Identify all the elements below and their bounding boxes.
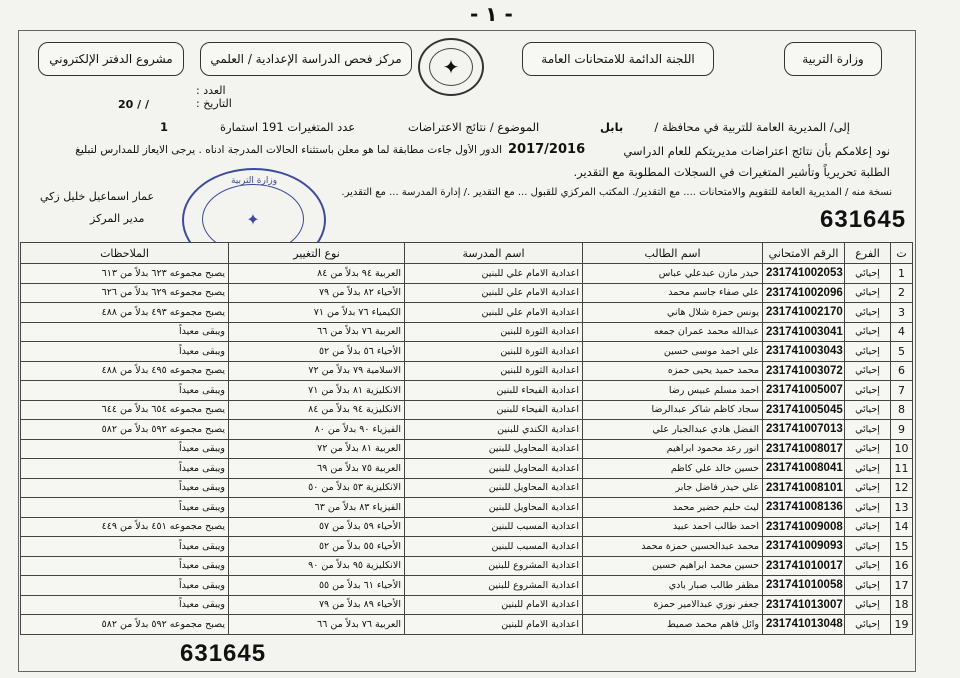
row-exam-number: 231741005007 bbox=[763, 381, 845, 401]
row-student-name: عبدالله محمد عمران جمعه bbox=[583, 322, 763, 342]
header-notes: الملاحظات bbox=[21, 243, 229, 264]
row-change-type: الفيزياء ٩٠ بدلاً من ٨٠ bbox=[229, 420, 405, 440]
row-branch: إحيائي bbox=[845, 420, 891, 440]
table-row bbox=[21, 420, 913, 440]
table-row bbox=[21, 595, 913, 615]
table-row bbox=[21, 459, 913, 479]
row-school-name: اعدادية المشروع للبنين bbox=[405, 576, 583, 596]
row-notes: ويبقى معيداً bbox=[21, 498, 229, 518]
header-student-name: اسم الطالب bbox=[583, 243, 763, 264]
row-change-type: الأحياء ٨٢ بدلاً من ٧٩ bbox=[229, 283, 405, 303]
row-school-name: اعدادية المسيب للبنين bbox=[405, 537, 583, 557]
row-notes: يصبح مجموعه ٦٢٩ بدلاً من ٦٢٦ bbox=[21, 283, 229, 303]
row-school-name: اعدادية المحاويل للبنين bbox=[405, 498, 583, 518]
row-notes: ويبقى معيداً bbox=[21, 342, 229, 362]
row-branch: إحيائي bbox=[845, 381, 891, 401]
header-school-name: اسم المدرسة bbox=[405, 243, 583, 264]
changes-count: عدد المتغيرات 191 استمارة bbox=[220, 120, 356, 134]
table-row bbox=[21, 478, 913, 498]
row-seq: 7 bbox=[891, 381, 913, 401]
table-row bbox=[21, 361, 913, 381]
row-notes: يصبح مجموعه ٤٩٥ بدلاً من ٤٨٨ bbox=[21, 361, 229, 381]
academic-year: 2017/2016 bbox=[508, 142, 586, 157]
row-seq: 6 bbox=[891, 361, 913, 381]
row-student-name: انور رعد محمود ابراهيم bbox=[583, 439, 763, 459]
row-seq: 17 bbox=[891, 576, 913, 596]
row-exam-number: 231741010058 bbox=[763, 576, 845, 596]
row-notes: يصبح مجموعه ٦٥٤ بدلاً من ٦٤٤ bbox=[21, 400, 229, 420]
row-seq: 1 bbox=[891, 264, 913, 284]
row-exam-number: 231741005045 bbox=[763, 400, 845, 420]
row-branch: إحيائي bbox=[845, 400, 891, 420]
row-notes: ويبقى معيداً bbox=[21, 478, 229, 498]
subject: الموضوع / نتائج الاعتراضات bbox=[408, 120, 540, 134]
row-notes: ويبقى معيداً bbox=[21, 459, 229, 479]
row-exam-number: 231741002170 bbox=[763, 303, 845, 323]
row-student-name: حسين خالد علي كاظم bbox=[583, 459, 763, 479]
row-branch: إحيائي bbox=[845, 576, 891, 596]
row-school-name: اعدادية الثورة للبنين bbox=[405, 342, 583, 362]
row-student-name: علي صفاء جاسم محمد bbox=[583, 283, 763, 303]
row-change-type: العربية ٧٥ بدلاً من ٦٩ bbox=[229, 459, 405, 479]
date-label: التاريخ : bbox=[196, 97, 232, 110]
row-change-type: الأحياء ٥٦ بدلاً من ٥٢ bbox=[229, 342, 405, 362]
table-row bbox=[21, 381, 913, 401]
header-change-type: نوع التغيير bbox=[229, 243, 405, 264]
row-exam-number: 231741009093 bbox=[763, 537, 845, 557]
row-notes: ويبقى معيداً bbox=[21, 537, 229, 557]
row-student-name: حيدر مازن عبدعلي عباس bbox=[583, 264, 763, 284]
row-school-name: اعدادية الكندي للبنين bbox=[405, 420, 583, 440]
row-change-type: العربية ٧٦ بدلاً من ٦٦ bbox=[229, 615, 405, 635]
row-branch: إحيائي bbox=[845, 615, 891, 635]
row-change-type: الانكليزية ٨١ بدلاً من ٧١ bbox=[229, 381, 405, 401]
row-seq: 2 bbox=[891, 283, 913, 303]
row-branch: إحيائي bbox=[845, 498, 891, 518]
stamp-emblem-icon: ✦ bbox=[202, 184, 304, 254]
row-notes: ويبقى معيداً bbox=[21, 322, 229, 342]
table-row bbox=[21, 303, 913, 323]
row-school-name: اعدادية المسيب للبنين bbox=[405, 517, 583, 537]
row-seq: 15 bbox=[891, 537, 913, 557]
row-notes: يصبح مجموعه ٤٥١ بدلاً من ٤٤٩ bbox=[21, 517, 229, 537]
row-exam-number: 231741002053 bbox=[763, 264, 845, 284]
header-seq: ت bbox=[891, 243, 913, 264]
row-notes: ويبقى معيداً bbox=[21, 439, 229, 459]
row-school-name: اعدادية الامام للبنين bbox=[405, 595, 583, 615]
row-branch: إحيائي bbox=[845, 478, 891, 498]
row-branch: إحيائي bbox=[845, 517, 891, 537]
row-seq: 10 bbox=[891, 439, 913, 459]
row-seq: 12 bbox=[891, 478, 913, 498]
watermark-code-bottom: 631645 bbox=[180, 640, 267, 667]
row-exam-number: 231741008017 bbox=[763, 439, 845, 459]
row-seq: 5 bbox=[891, 342, 913, 362]
row-branch: إحيائي bbox=[845, 264, 891, 284]
row-student-name: محمد عبدالحسين حمزة محمد bbox=[583, 537, 763, 557]
row-notes: يصبح مجموعه ٤٩٣ بدلاً من ٤٨٨ bbox=[21, 303, 229, 323]
row-exam-number: 231741013048 bbox=[763, 615, 845, 635]
table-row bbox=[21, 322, 913, 342]
row-seq: 3 bbox=[891, 303, 913, 323]
table-row bbox=[21, 498, 913, 518]
row-seq: 4 bbox=[891, 322, 913, 342]
row-seq: 19 bbox=[891, 615, 913, 635]
row-seq: 16 bbox=[891, 556, 913, 576]
row-school-name: اعدادية المحاويل للبنين bbox=[405, 478, 583, 498]
table-row bbox=[21, 439, 913, 459]
stamp-caption: وزارة التربية bbox=[230, 176, 278, 186]
row-school-name: اعدادية الفيحاء للبنين bbox=[405, 381, 583, 401]
table-row bbox=[21, 342, 913, 362]
palm-emblem-icon: ✦ bbox=[429, 48, 473, 86]
row-school-name: اعدادية الثورة للبنين bbox=[405, 322, 583, 342]
row-notes: ويبقى معيداً bbox=[21, 556, 229, 576]
row-notes: يصبح مجموعه ٦٢٣ بدلاً من ٦١٣ bbox=[21, 264, 229, 284]
body-line-1a: نود إعلامكم بأن نتائج اعتراضات مديريتكم للعام الدراسي bbox=[623, 144, 890, 158]
row-seq: 8 bbox=[891, 400, 913, 420]
row-school-name: اعدادية الفيحاء للبنين bbox=[405, 400, 583, 420]
row-branch: إحيائي bbox=[845, 361, 891, 381]
address-to: إلى/ المديرية العامة للتربية في محافظة / bbox=[654, 120, 850, 134]
row-change-type: الاسلامية ٧٩ بدلاً من ٧٢ bbox=[229, 361, 405, 381]
row-exam-number: 231741002096 bbox=[763, 283, 845, 303]
row-change-type: الفيزياء ٨٣ بدلاً من ٦٣ bbox=[229, 498, 405, 518]
table-row bbox=[21, 517, 913, 537]
row-branch: إحيائي bbox=[845, 439, 891, 459]
table-row bbox=[21, 615, 913, 635]
row-change-type: الأحياء ٨٩ بدلاً من ٧٩ bbox=[229, 595, 405, 615]
row-student-name: جعفر نوري عبدالامير حمزة bbox=[583, 595, 763, 615]
row-branch: إحيائي bbox=[845, 342, 891, 362]
table-header-row bbox=[21, 243, 913, 264]
row-change-type: الكيمياء ٧٦ بدلاً من ٧١ bbox=[229, 303, 405, 323]
row-branch: إحيائي bbox=[845, 556, 891, 576]
row-change-type: الأحياء ٦١ بدلاً من ٥٥ bbox=[229, 576, 405, 596]
row-exam-number: 231741010017 bbox=[763, 556, 845, 576]
row-notes: ويبقى معيداً bbox=[21, 576, 229, 596]
province: بابل bbox=[600, 120, 624, 134]
row-change-type: العربية ٨١ بدلاً من ٧٢ bbox=[229, 439, 405, 459]
body-line-1b: الدور الأول جاءت مطابقة لما هو معلن باستثناء الحالات المدرجة ادناه . يرجى الايعاز للمدارس لتبليغ bbox=[75, 144, 502, 156]
row-school-name: اعدادية الثورة للبنين bbox=[405, 361, 583, 381]
row-seq: 13 bbox=[891, 498, 913, 518]
project-box: مشروع الدفتر الإلكتروني bbox=[38, 42, 184, 76]
row-exam-number: 231741009008 bbox=[763, 517, 845, 537]
row-exam-number: 231741003072 bbox=[763, 361, 845, 381]
row-seq: 11 bbox=[891, 459, 913, 479]
table-row bbox=[21, 264, 913, 284]
watermark-code-top: 631645 bbox=[820, 206, 907, 233]
row-student-name: محمد حميد يحيى حمزه bbox=[583, 361, 763, 381]
center-box: مركز فحص الدراسة الإعدادية / العلمي bbox=[200, 42, 412, 76]
row-school-name: اعدادية المحاويل للبنين bbox=[405, 439, 583, 459]
row-student-name: يونس حمزة شلال هاني bbox=[583, 303, 763, 323]
copy-to-line: نسخة منه / المديرية العامة للتقويم والامتحانات .... مع التقدير/. المكتب المركزي للقبول ... مع التقدير ./ إدارة المدرسة ... مع التقدير. bbox=[341, 187, 892, 198]
results-table bbox=[20, 242, 913, 635]
row-seq: 18 bbox=[891, 595, 913, 615]
row-student-name: وائل فاهم محمد صميط bbox=[583, 615, 763, 635]
body-line-2: الطلبة تحريرياً وتأشير المتغيرات في السجلات المطلوبة مع التقدير. bbox=[573, 165, 890, 179]
row-student-name: حسين محمد ابراهيم حسين bbox=[583, 556, 763, 576]
table-row bbox=[21, 400, 913, 420]
row-change-type: الانكليزية ٩٥ بدلاً من ٩٠ bbox=[229, 556, 405, 576]
row-school-name: اعدادية المحاويل للبنين bbox=[405, 459, 583, 479]
row-change-type: الأحياء ٥٩ بدلاً من ٥٧ bbox=[229, 517, 405, 537]
row-student-name: ليث حليم حضير محمد bbox=[583, 498, 763, 518]
row-branch: إحيائي bbox=[845, 283, 891, 303]
row-notes: يصبح مجموعه ٥٩٢ بدلاً من ٥٨٢ bbox=[21, 420, 229, 440]
signatory-name: عمار اسماعيل خليل زكي bbox=[40, 190, 155, 203]
row-student-name: احمد مسلم عبيس رضا bbox=[583, 381, 763, 401]
row-exam-number: 231741003043 bbox=[763, 342, 845, 362]
row-branch: إحيائي bbox=[845, 537, 891, 557]
row-student-name: علي احمد موسى حسين bbox=[583, 342, 763, 362]
page-number: - ١ - bbox=[470, 2, 513, 26]
row-notes: ويبقى معيداً bbox=[21, 381, 229, 401]
sheet-number: 1 bbox=[160, 120, 169, 134]
row-student-name: الفضل هادي عبدالجبار علي bbox=[583, 420, 763, 440]
row-exam-number: 231741008041 bbox=[763, 459, 845, 479]
row-change-type: العربية ٧٦ بدلاً من ٦٦ bbox=[229, 322, 405, 342]
row-exam-number: 231741003041 bbox=[763, 322, 845, 342]
signatory-title: مدير المركز bbox=[90, 212, 145, 225]
row-school-name: اعدادية الامام للبنين bbox=[405, 615, 583, 635]
row-school-name: اعدادية الامام علي للبنين bbox=[405, 264, 583, 284]
date-value: 20 / / bbox=[118, 98, 150, 111]
ministry-logo bbox=[418, 38, 484, 96]
row-student-name: سجاد كاظم شاكر عبدالرضا bbox=[583, 400, 763, 420]
row-student-name: احمد طالب احمد عبيد bbox=[583, 517, 763, 537]
row-exam-number: 231741007013 bbox=[763, 420, 845, 440]
number-label: العدد : bbox=[196, 84, 226, 97]
header-exam-number: الرقم الامتحاني bbox=[763, 243, 845, 264]
table-row bbox=[21, 576, 913, 596]
row-branch: إحيائي bbox=[845, 459, 891, 479]
table-row bbox=[21, 537, 913, 557]
row-change-type: العربية ٩٤ بدلاً من ٨٤ bbox=[229, 264, 405, 284]
row-school-name: اعدادية الامام علي للبنين bbox=[405, 283, 583, 303]
table-row bbox=[21, 556, 913, 576]
row-branch: إحيائي bbox=[845, 303, 891, 323]
row-change-type: الانكليزية ٩٤ بدلاً من ٨٤ bbox=[229, 400, 405, 420]
table-row bbox=[21, 283, 913, 303]
row-branch: إحيائي bbox=[845, 595, 891, 615]
header-branch: الفرع bbox=[845, 243, 891, 264]
row-student-name: مظفر طالب صبار بادي bbox=[583, 576, 763, 596]
row-exam-number: 231741013007 bbox=[763, 595, 845, 615]
row-change-type: الأحياء ٥٥ بدلاً من ٥٢ bbox=[229, 537, 405, 557]
row-notes: يصبح مجموعه ٥٩٢ بدلاً من ٥٨٢ bbox=[21, 615, 229, 635]
row-seq: 9 bbox=[891, 420, 913, 440]
ministry-box: وزارة التربية bbox=[784, 42, 882, 76]
row-notes: ويبقى معيداً bbox=[21, 595, 229, 615]
row-exam-number: 231741008101 bbox=[763, 478, 845, 498]
committee-box: اللجنة الدائمة للامتحانات العامة bbox=[522, 42, 714, 76]
row-exam-number: 231741008136 bbox=[763, 498, 845, 518]
row-school-name: اعدادية الامام علي للبنين bbox=[405, 303, 583, 323]
row-student-name: علي حيدر فاضل جابر bbox=[583, 478, 763, 498]
row-school-name: اعدادية المشروع للبنين bbox=[405, 556, 583, 576]
row-seq: 14 bbox=[891, 517, 913, 537]
row-change-type: الانكليزية ٥٣ بدلاً من ٥٠ bbox=[229, 478, 405, 498]
row-branch: إحيائي bbox=[845, 322, 891, 342]
